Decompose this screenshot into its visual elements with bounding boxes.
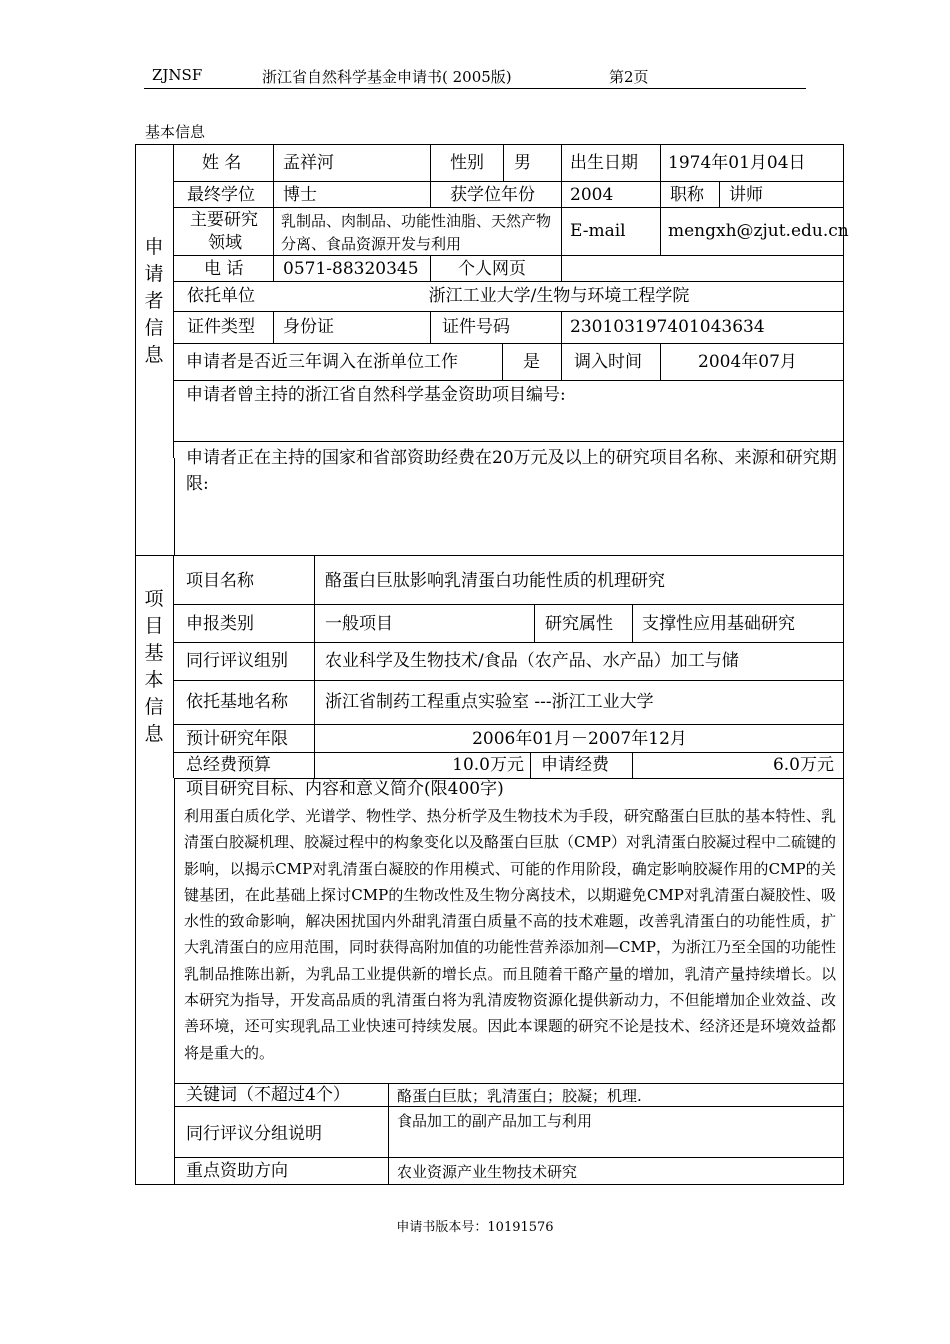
request-value: 6.0万元 [772,755,834,775]
project-name-label: 项目名称 [186,571,254,591]
project-side-label: 项 目 基 本 信 息 [135,556,174,778]
gender-label: 性别 [450,153,484,173]
gender-value: 男 [514,153,531,173]
footer-version: 申请书版本号：10191576 [396,1220,554,1235]
research-value: 乳制品、肉制品、功能性油脂、天然产物分离、食品资源开发与利用 [281,212,552,253]
header-page: 第2页 [609,68,649,86]
id-no-value: 230103197401043634 [570,317,765,337]
unit-label: 依托单位 [187,286,255,306]
base-label: 依托基地名称 [186,692,288,712]
transfer-label: 申请者是否近三年调入在浙单位工作 [186,352,458,372]
birth-value: 1974年01月04日 [668,153,806,173]
review-group-value: 农业科学及生物技术/食品（农产品、水产品）加工与储 [325,651,739,671]
period-label: 预计研究年限 [186,729,288,749]
phone-value: 0571-88320345 [283,259,419,279]
degree-value: 博士 [283,185,317,205]
homepage-label: 个人网页 [458,259,526,279]
transfer-value: 是 [523,352,540,372]
header-rule [144,88,806,89]
review-note-value: 食品加工的副产品加工与利用 [397,1112,593,1130]
keywords-label: 关键词（不超过4个） [186,1085,350,1105]
budget-value: 10.0万元 [452,755,524,775]
degree-year-label: 获学位年份 [450,185,535,205]
id-no-label: 证件号码 [442,317,510,337]
applicant-side-label: 申 请 者 信 息 [135,144,174,458]
title-value: 讲师 [729,185,763,205]
base-value: 浙江省制药工程重点实验室 ---浙江工业大学 [325,692,654,712]
email-value: mengxh@zjut.edu.cn [668,221,849,241]
degree-label: 最终学位 [187,185,255,205]
prior-projects-label: 申请者曾主持的浙江省自然科学基金资助项目编号: [186,385,566,405]
header-code: ZJNSF [152,66,203,84]
unit-value: 浙江工业大学/生物与环境工程学院 [428,286,690,306]
transfer-time-label: 调入时间 [574,352,642,372]
id-type-value: 身份证 [283,317,334,337]
budget-label: 总经费预算 [186,755,271,775]
transfer-time-value: 2004年07月 [698,352,797,372]
review-note-label: 同行评议分组说明 [186,1124,322,1144]
request-label: 申请经费 [541,755,609,775]
review-group-label: 同行评议组别 [186,651,288,671]
current-projects-label: 申请者正在主持的国家和省部资助经费在20万元及以上的研究项目名称、来源和研究期限: [186,448,837,494]
keywords-value: 酪蛋白巨肽；乳清蛋白；胶凝；机理. [397,1087,642,1105]
attribute-value: 支撑性应用基础研究 [642,614,795,634]
section-title: 基本信息 [145,123,206,141]
summary-label: 项目研究目标、内容和意义简介(限400字) [186,779,504,799]
category-label: 申报类别 [186,614,254,634]
id-type-label: 证件类型 [187,317,255,337]
summary-text: 利用蛋白质化学、光谱学、物性学、热分析学及生物技术为手段，研究酪蛋白巨肽的基本特性、乳清蛋白胶凝机理、胶凝过程中的构象变化以及酪蛋白巨肽（CMP）对乳清蛋白胶凝过程中二硫键的影响，以揭示CMP对乳清蛋白凝胶的作用模式、可能的作用阶段，确定影响胶凝作用的CMP的关键基团，在此基础上探讨CMP的生物改性及生物分离技术，以期避免CMP对乳清蛋白凝胶性、吸水性的致命影响，解决困扰国内外甜乳清蛋白质量不高的技术难题，改善乳清蛋白的功能性质，扩大乳清蛋白的应用范围，同时获得高附加值的功能性营养添加剂—CMP，为浙江乃至全国的功能性乳制品推陈出新，为乳品工业提供新的增长点。而且随着干酪产量的增加，乳清产量持续增长。以本研究为指导，开发高品质的乳清蛋白将为乳清废物资源化提供新动力，不但能增加企业效益、改善环境，还可实现乳品工业快速可持续发展。因此本课题的研究不论是技术、经济还是环境效益都将是重大的。 [184,807,836,1062]
category-value: 一般项目 [325,614,393,634]
name-label: 姓 名 [202,153,242,173]
birth-label: 出生日期 [570,153,638,173]
project-name-value: 酪蛋白巨肽影响乳清蛋白功能性质的机理研究 [325,571,665,591]
degree-year-value: 2004 [570,185,614,205]
title-label: 职称 [670,185,704,205]
email-label: E-mail [570,221,626,241]
focus-value: 农业资源产业生物技术研究 [397,1163,578,1181]
attribute-label: 研究属性 [545,614,613,634]
header-title: 浙江省自然科学基金申请书( 2005版) [262,68,512,86]
period-value: 2006年01月－2007年12月 [472,729,687,749]
research-label-1: 主要研究 [190,210,258,230]
focus-label: 重点资助方向 [186,1161,288,1181]
research-label-2: 领域 [208,233,242,253]
phone-label: 电 话 [204,259,244,279]
name-value: 孟祥河 [283,153,334,173]
